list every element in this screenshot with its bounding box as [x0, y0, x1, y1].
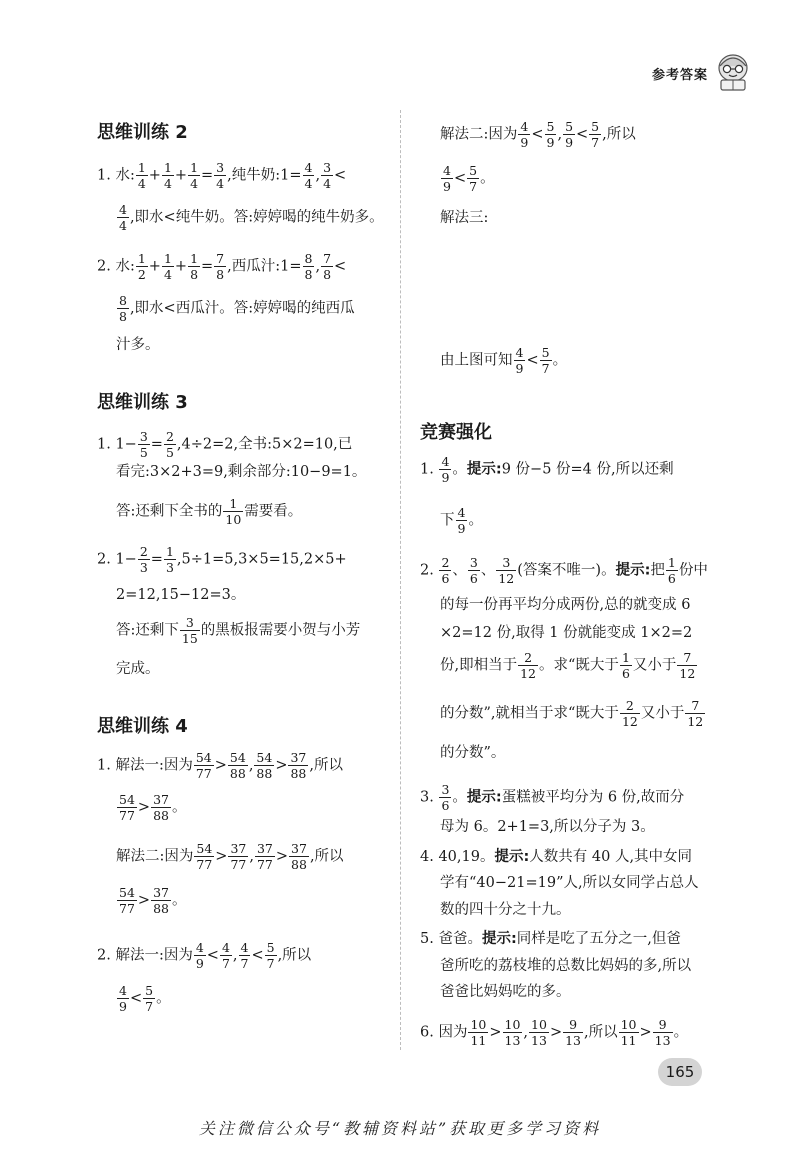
running-header-label: 参考答案 [651, 68, 708, 83]
section-title-contest: 竞赛强化 [420, 422, 492, 443]
s3-q1-line1: 1. 1− $\frac{3}{5}$ = $\frac{2}{5}$ ,4÷2=2,全书:5×2=10,已 [97, 429, 353, 461]
fraction: $\frac{4}{4}$ [304, 160, 313, 192]
pie-chart-figure [455, 233, 655, 339]
s4-q1-line3: 解法二:因为 $\frac{54}{77}$ > $\frac{37}{77}$ , $\frac{37}{77}$ > $\frac{37}{88}$ ,所以 [116, 841, 344, 873]
fraction: $\frac{4}{4}$ [119, 202, 127, 234]
fraction: $\frac{37}{88}$ [290, 750, 307, 782]
fraction: $\frac{8}{8}$ [119, 293, 127, 325]
fraction: $\frac{4}{9}$ [195, 940, 204, 972]
footer-note: 关注微信公众号“教辅资料站”获取更多学习资料 [198, 1119, 602, 1138]
s4-q1-line1: 1. 解法一:因为 $\frac{54}{77}$ > $\frac{54}{88}$ , $\frac{54}{88}$ > $\frac{37}{88}$ ,所以 [97, 750, 343, 782]
fraction: $\frac{1}{4}$ [190, 160, 199, 192]
fraction: $\frac{54}{77}$ [119, 885, 135, 917]
r-top-line1: 解法二:因为 $\frac{4}{9}$ < $\frac{5}{9}$ , $\frac{5}{9}$ < $\frac{5}{7}$ ,所以 [440, 119, 636, 151]
fraction: $\frac{37}{77}$ [230, 841, 247, 873]
fraction: $\frac{1}{10}$ [225, 496, 242, 528]
fraction: $\frac{4}{9}$ [457, 505, 466, 537]
c-q4-line1: 4. 40,19。提示:人数共有 40 人,其中女同 [420, 849, 693, 865]
column-divider [400, 110, 401, 1050]
fraction: $\frac{54}{77}$ [119, 792, 135, 824]
page-number: 165 [658, 1058, 702, 1086]
fraction: $\frac{4}{7}$ [221, 940, 230, 972]
c-q2-line3: ×2=12 份,取得 1 份就能变成 1×2=2 [440, 625, 693, 641]
s4-q1-line2: $\frac{54}{77}$ > $\frac{37}{88}$ 。 [119, 792, 187, 824]
c-q3-line2: 母为 6。2+1=3,所以分子为 3。 [440, 819, 655, 835]
c-q3-line1: 3. $\frac{3}{6}$ 。提示:蛋糕被平均分为 6 份,故而分 [420, 782, 685, 814]
fraction: $\frac{5}{9}$ [546, 119, 555, 151]
fraction: $\frac{10}{13}$ [504, 1017, 521, 1049]
fraction: $\frac{3}{12}$ [498, 555, 515, 587]
fraction: $\frac{4}{9}$ [119, 983, 127, 1015]
s4-q2-line2: $\frac{4}{9}$ < $\frac{5}{7}$ 。 [119, 983, 171, 1015]
fraction: $\frac{3}{6}$ [469, 555, 478, 587]
c-q6-line1: 6. 因为 $\frac{10}{11}$ > $\frac{10}{13}$ , $\frac{10}{13}$ > $\frac{9}{13}$ ,所以 $\frac{10}{11}$ > $\frac{9}{13}$ 。 [420, 1017, 689, 1049]
s3-q2-line4: 完成。 [116, 661, 160, 677]
s4-q2-line1: 2. 解法一:因为 $\frac{4}{9}$ < $\frac{4}{7}$ , $\frac{4}{7}$ < $\frac{5}{7}$ ,所以 [97, 940, 312, 972]
fraction: $\frac{10}{13}$ [531, 1017, 547, 1049]
fraction: $\frac{1}{6}$ [621, 650, 630, 682]
fraction: $\frac{7}{8}$ [323, 251, 332, 283]
fraction: $\frac{5}{7}$ [145, 983, 154, 1015]
fraction: $\frac{10}{11}$ [620, 1017, 637, 1049]
s3-q1-line2: 看完:3×2+3=9,剩余部分:10−9=1。 [116, 464, 367, 480]
c-q1-line2: 下 $\frac{4}{9}$ 。 [440, 505, 483, 537]
fraction: $\frac{2}{12}$ [621, 698, 638, 730]
s4-q1-line4: $\frac{54}{77}$ > $\frac{37}{88}$ 。 [119, 885, 187, 917]
s2-q1-line2: $\frac{4}{4}$ ,即水<纯牛奶。答:婷婷喝的纯牛奶多。 [119, 202, 384, 234]
c-q4-line2: 学有“40−21=19”人,所以女同学占总人 [440, 875, 699, 891]
fraction: $\frac{1}{6}$ [667, 555, 676, 587]
r-top-line4: 由上图可知 $\frac{4}{9}$ < $\frac{5}{7}$ 。 [440, 345, 568, 377]
s2-q2-line2: $\frac{8}{8}$ ,即水<西瓜汁。答:婷婷喝的纯西瓜 [119, 293, 355, 325]
mascot-icon [714, 52, 752, 92]
fraction: $\frac{1}{3}$ [165, 544, 174, 576]
fraction: $\frac{54}{77}$ [195, 750, 212, 782]
r-top-line2: $\frac{4}{9}$ < $\frac{5}{7}$ 。 [443, 163, 495, 195]
fraction: $\frac{4}{7}$ [240, 940, 249, 972]
s2-q2-line1: 2. 水: $\frac{1}{2}$ + $\frac{1}{4}$ + $\frac{1}{8}$ = $\frac{7}{8}$ ,西瓜汁:1= $\frac{8}{8}$ , $\frac{7}{8}$ < [97, 251, 347, 283]
fraction: $\frac{2}{5}$ [165, 429, 174, 461]
fraction: $\frac{4}{9}$ [443, 163, 451, 195]
fraction: $\frac{1}{8}$ [190, 251, 199, 283]
s2-q1-line1: 1. 水: $\frac{1}{4}$ + $\frac{1}{4}$ + $\frac{1}{4}$ = $\frac{3}{4}$ ,纯牛奶:1= $\frac{4}{4}$ , $\frac{3}{4}$ < [97, 160, 347, 192]
fraction: $\frac{3}{5}$ [139, 429, 148, 461]
fraction: $\frac{3}{4}$ [323, 160, 332, 192]
fraction: $\frac{3}{15}$ [181, 615, 198, 647]
s3-q2-line2: 2=12,15−12=3。 [116, 587, 246, 603]
fraction: $\frac{10}{11}$ [470, 1017, 487, 1049]
fraction: $\frac{54}{88}$ [256, 750, 273, 782]
c-q5-line1: 5. 爸爸。提示:同样是吃了五分之一,但爸 [420, 931, 681, 947]
fraction: $\frac{7}{8}$ [216, 251, 225, 283]
fraction: $\frac{1}{4}$ [163, 160, 172, 192]
fraction: $\frac{9}{13}$ [565, 1017, 581, 1049]
fraction: $\frac{7}{12}$ [679, 650, 696, 682]
fraction: $\frac{54}{77}$ [196, 841, 213, 873]
fraction: $\frac{3}{6}$ [441, 782, 450, 814]
fraction: $\frac{5}{7}$ [591, 119, 600, 151]
c-q2-line4: 份,即相当于 $\frac{2}{12}$ 。求“既大于 $\frac{1}{6}$ 又小于 $\frac{7}{12}$ [440, 650, 696, 682]
fraction: $\frac{37}{88}$ [153, 792, 169, 824]
fraction: $\frac{37}{88}$ [291, 841, 307, 873]
c-q1-line1: 1. $\frac{4}{9}$ 。提示:9 份−5 份=4 份,所以还剩 [420, 454, 674, 486]
fraction: $\frac{1}{4}$ [137, 160, 146, 192]
c-q5-line2: 爸所吃的荔枝堆的总数比妈妈的多,所以 [440, 958, 692, 974]
c-q2-line2: 的每一份再平均分成两份,总的就变成 6 [440, 597, 691, 613]
c-q2-line6: 的分数”。 [440, 745, 506, 761]
fraction: $\frac{4}{9}$ [515, 345, 524, 377]
fraction: $\frac{2}{12}$ [520, 650, 537, 682]
fraction: $\frac{7}{12}$ [687, 698, 704, 730]
fraction: $\frac{2}{6}$ [441, 555, 450, 587]
section-title-s4: 思维训练 4 [97, 716, 188, 737]
c-q2-line5: 的分数”,就相当于求“既大于 $\frac{2}{12}$ 又小于 $\frac{7}{12}$ [440, 698, 704, 730]
fraction: $\frac{3}{4}$ [216, 160, 225, 192]
section-title-s3: 思维训练 3 [97, 392, 188, 413]
fraction: $\frac{4}{9}$ [441, 454, 450, 486]
s2-q2-line3: 汁多。 [116, 337, 160, 353]
s3-q1-line3: 答:还剩下全书的 $\frac{1}{10}$ 需要看。 [116, 496, 303, 528]
fraction: $\frac{37}{88}$ [153, 885, 169, 917]
s3-q2-line3: 答:还剩下 $\frac{3}{15}$ 的黑板报需要小贺与小芳 [116, 615, 361, 647]
fraction: $\frac{5}{7}$ [266, 940, 275, 972]
c-q2-line1: 2. $\frac{2}{6}$ 、 $\frac{3}{6}$ 、 $\frac{3}{12}$ (答案不唯一)。提示:把 $\frac{1}{6}$ 份中 [420, 555, 708, 587]
fraction: $\frac{2}{3}$ [139, 544, 148, 576]
fraction: $\frac{5}{7}$ [469, 163, 478, 195]
fraction: $\frac{8}{8}$ [304, 251, 313, 283]
fraction: $\frac{54}{88}$ [229, 750, 246, 782]
c-q4-line3: 数的四十分之十九。 [440, 902, 571, 918]
s3-q2-line1: 2. 1− $\frac{2}{3}$ = $\frac{1}{3}$ ,5÷1=5,3×5=15,2×5+ [97, 544, 347, 576]
fraction: $\frac{1}{2}$ [137, 251, 146, 283]
fraction: $\frac{9}{13}$ [654, 1017, 671, 1049]
r-top-line3: 解法三: [440, 210, 489, 226]
section-title-s2: 思维训练 2 [97, 122, 188, 143]
fraction: $\frac{5}{7}$ [541, 345, 550, 377]
fraction: $\frac{1}{4}$ [163, 251, 172, 283]
fraction: $\frac{4}{9}$ [520, 119, 529, 151]
fraction: $\frac{37}{77}$ [256, 841, 273, 873]
fraction: $\frac{5}{9}$ [565, 119, 574, 151]
c-q5-line3: 爸爸比妈妈吃的多。 [440, 984, 571, 1000]
